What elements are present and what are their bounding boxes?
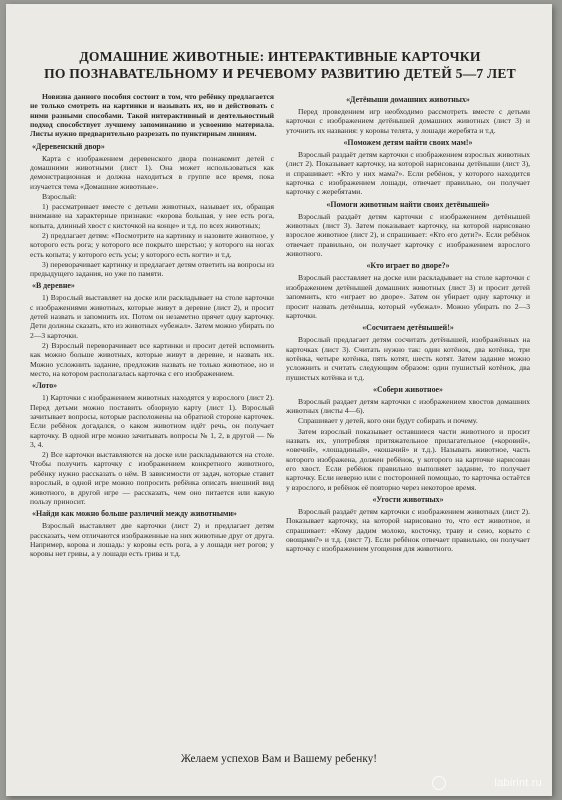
closing-wish: Желаем успехов Вам и Вашему ребенку! bbox=[180, 753, 378, 765]
paragraph: Спрашивает у детей, кого они будут собирать и почему. bbox=[298, 416, 478, 426]
paragraph: Затем взрослый показывает оставшиеся части животного и просит назвать их, употребляя притяжательное прилагательное («коровий», «овечий», «лошадиный», «кошачий» и т.д.). Называть животное, часть которого изображена, должен ребёнок, у которого на карточке нарисован его хвост. Если ребёнок правильно выполняет задание, то получает карточку. Если неверно или с посторонней помощью, то карточка остаётся у взрослого, и ребёнок её повторно через некоторое время. bbox=[286, 426, 530, 492]
section-heading: «Сосчитаем детёнышей!» bbox=[362, 323, 454, 333]
paragraph: Взрослый выставляет две карточки (лист 2) и предлагает детям рассказать, чем отличаются изображенные на них животные друг от друга. Например, корова и лошадь: у коровы есть рога, а у лошади нет рогов; у коровы нет гривы, а у лошади есть грива и т.д. bbox=[30, 521, 274, 559]
watermark: labirint.ru bbox=[494, 777, 542, 789]
paragraph: 1) Карточки с изображением животных находятся у взрослого (лист 2). Перед детьми можно поставить обзорную карту (лист 1). Взрослый зачитывает вопросы, которые расположены на обратной стороне карточек. Если ребёнок догадался, о каком животном идёт речь, он получает карточку. В одной игре можно зачитывать вопросы № 1, 2, в другой — № 3, 4. bbox=[30, 393, 274, 449]
section-heading: «Помоги животным найти своих детёнышей» bbox=[326, 199, 490, 209]
right-column bbox=[286, 92, 530, 559]
paragraph: 2) Все карточки выставляются на доске или раскладываются на столе. Чтобы получить карточку с изображением конкретного животного, ребёнку нужно рассказать о нём. В зависимости от задач, которые ставит взрослый, в одной игре можно попросить ребёнка описать внешний вид животного, в другой игре — рассказать, чем оно питается или какую пользу приносит. bbox=[30, 450, 274, 506]
text-columns bbox=[30, 92, 530, 559]
section-heading: «В деревне» bbox=[32, 281, 75, 291]
section-heading: «Собери животное» bbox=[373, 384, 443, 394]
paragraph: Взрослый предлагает детям сосчитать детёнышей, изображённых на карточках (лист 3). Считать нужно так: один котёнок, два котёнка, три котёнка, четыре котёнка, пять котят, шесть котят. Затем задание можно усложнить и считать следующим образом: один пушистый котёнок, два пушистых котёнка и т.д. bbox=[286, 335, 530, 382]
paragraph: 2) предлагает детям: «Посмотрите на картинку и назовите животное, у которого есть рога; у которого все покрыто шерстью; у которого на ногах есть копыта; у которого есть усы; у которого есть когти» и т.д. bbox=[30, 230, 274, 259]
paragraph: Взрослый раздаёт детям карточки с изображением детёнышей животных (лист 3). Затем показывает карточку, на которой нарисовано взрослое животное (лист 2), и спрашивает: «Кто его дети?». Если ребёнок отвечает правильно, он получает карточку с изображением взрослого животного. bbox=[286, 211, 530, 259]
paragraph: Перед проведением игр необходимо рассмотреть вместе с детьми карточки с изображением детёнышей домашних животных (лист 3) и уточнить их названия: у коровы телята, у лошади жеребята и т.д. bbox=[286, 107, 530, 135]
paragraph: Взрослый расставляет на доске или раскладывает на столе карточки с изображением детёнышей домашних животных (лист 3) и просит детей запомнить, кто «играет во дворе». Затем он убирает одну карточку и просит назвать детёныша, который «убежал». Можно убирать по 2—3 карточки. bbox=[286, 273, 530, 320]
paragraph: Взрослый раздаёт детям карточки с изображением взрослых животных (лист 2). Показывает карточку, на которой нарисованы детёныши (лист 3), и спрашивает: «Кто у них мама?». Если ребёнок, у которого находится карточка с изображением лошади, отвечает правильно, он получает карточку с жеребятами. bbox=[286, 150, 530, 197]
paragraph: Взрослый: bbox=[42, 191, 77, 201]
paragraph: 3) переворачивает картинку и предлагает детям ответить на вопросы из предыдущего задания, но уже по памяти. bbox=[30, 259, 274, 279]
section-heading: «Найди как можно больше различий между животными» bbox=[32, 509, 237, 519]
page-title bbox=[30, 48, 530, 82]
paragraph: Карта с изображением деревенского двора познакомит детей с домашними животными (лист 1). Она может использоваться как демонстрационная и должна находиться в группе все время, пока изучается тема «Домашние животные». bbox=[30, 153, 274, 191]
section-heading: «Кто играет во дворе?» bbox=[366, 261, 450, 271]
paragraph: Взрослый раздает детям карточки с изображением хвостов домашних животных (листы 4—6). bbox=[286, 396, 530, 416]
paragraph: 1) Взрослый выставляет на доске или раскладывает на столе карточки с изображениями животных, которые живут в деревне (лист 2), и просит детей назвать и запомнить их. Потом он незаметно прячет одну карточку. Дети должны сказать, кто из животных «убежал». Затем можно убирать по 2—3 карточки. bbox=[30, 293, 274, 340]
section-heading: «Поможем детям найти своих мам!» bbox=[343, 138, 473, 148]
watermark-logo-icon bbox=[432, 776, 446, 790]
section-heading: «Угости животных» bbox=[372, 494, 444, 504]
paragraph: 1) рассматривает вместе с детьми животных, называет их, обращая внимание на характерные признаки: «корова большая, у нее есть рога, копыта, длинный хвост с кисточкой на конце» и т.д. по всех животных; bbox=[30, 202, 274, 230]
title-line-1: ДОМАШНИЕ ЖИВОТНЫЕ: ИНТЕРАКТИВНЫЕ КАРТОЧКИ bbox=[79, 49, 481, 64]
paragraph: 2) Взрослый переворачивает все картинки и просит детей вспомнить как можно больше животных, которые живут в деревне, и назвать их. Можно усложнить задание, предложив назвать не только животное, но и место, на котором располагалась карточка с его изображением. bbox=[30, 340, 274, 378]
title-line-2: ПО ПОЗНАВАТЕЛЬНОМУ И РЕЧЕВОМУ РАЗВИТИЮ ДЕТЕЙ 5—7 ЛЕТ bbox=[44, 66, 516, 81]
paragraph: Взрослый раздаёт детям карточки с изображением животных (лист 2). Показывает карточку, на которой нарисовано то, что ест животное, и спрашивает: «Кому дадим молоко, косточку, траву и сено, корыто с овощами?» и т.д. (лист 7). Если ребёнок отвечает правильно, он получает карточку с изображением угощения для животного. bbox=[286, 506, 530, 554]
intro-paragraph: Новизна данного пособия состоит в том, что ребёнку предлагается не только смотреть на картинки и называть их, но и действовать с ними разными способами. Такой интерактивный и деятельностный подход способствует лучшему запоминанию и усвоению материала. Листы нужно предварительно разрезать по пунктирным линиям. bbox=[30, 92, 274, 139]
section-heading: «Лото» bbox=[32, 381, 58, 391]
section-heading: «Деревенский двор» bbox=[32, 141, 105, 151]
section-heading: «Детёныши домашних животных» bbox=[346, 95, 470, 104]
left-column bbox=[30, 92, 274, 559]
document-page bbox=[6, 4, 552, 796]
